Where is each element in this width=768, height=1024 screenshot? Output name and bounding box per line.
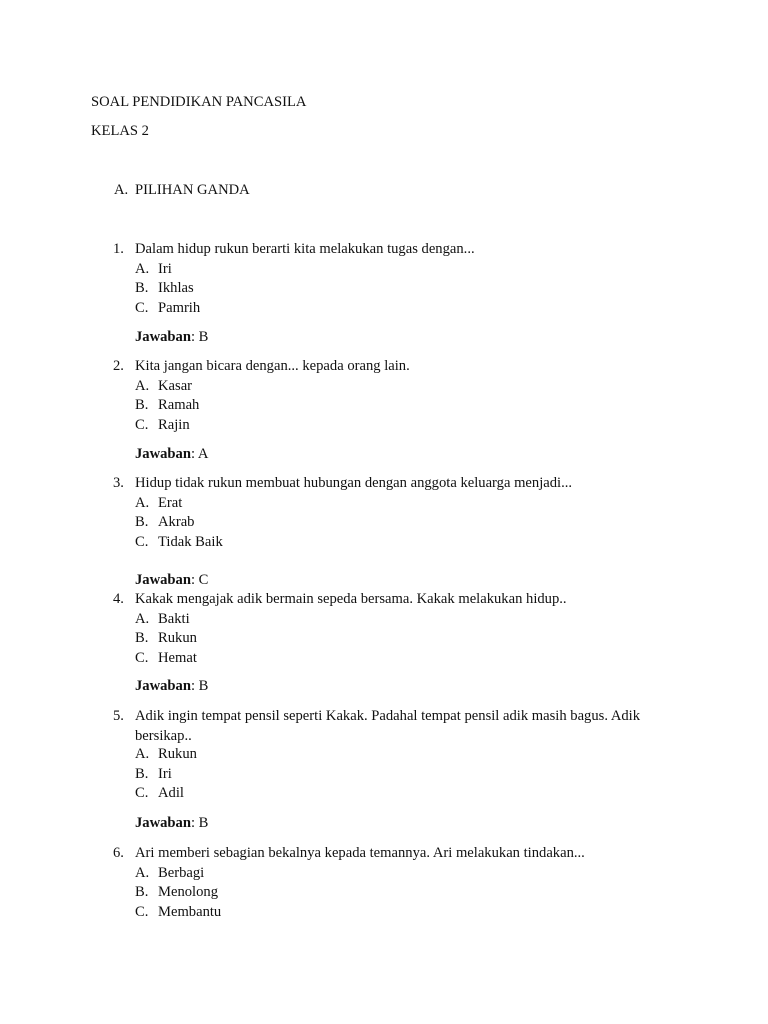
- question-text: Dalam hidup rukun berarti kita melakukan tugas dengan...: [135, 241, 475, 257]
- option-letter: B.: [135, 630, 149, 646]
- option-letter: A.: [135, 864, 150, 881]
- option-letter: A.: [135, 260, 150, 277]
- answer-value: : C: [190, 572, 209, 588]
- answer-label: Jawaban: [135, 329, 191, 345]
- option-text: Iri: [158, 260, 172, 277]
- option-letter: A.: [135, 610, 150, 627]
- option-letter: C.: [135, 416, 149, 433]
- option-text: Rukun: [158, 630, 197, 646]
- answer-value: : B: [190, 678, 209, 694]
- answer-line: [135, 571, 208, 591]
- option-text: Membantu: [158, 903, 222, 920]
- section-letter: A.: [114, 182, 129, 198]
- section-title: PILIHAN GANDA: [135, 182, 250, 198]
- option-text: Adil: [158, 785, 184, 801]
- answer-value: : A: [190, 446, 209, 462]
- option-letter: C.: [135, 903, 149, 920]
- question-number: 5.: [113, 708, 124, 724]
- option-text: Bakti: [158, 610, 190, 627]
- option-text: Kasar: [158, 377, 193, 394]
- answer-line: [135, 677, 208, 697]
- option-letter: C.: [135, 649, 149, 666]
- option-text: Akrab: [158, 514, 195, 530]
- option-text: Ramah: [158, 397, 200, 413]
- answer-label: Jawaban: [135, 815, 191, 831]
- answer-line: [135, 445, 208, 465]
- answer-label: Jawaban: [135, 446, 191, 462]
- option-text: Menolong: [158, 884, 218, 900]
- option-text: Tidak Baik: [158, 533, 223, 550]
- option-text: Pamrih: [158, 299, 201, 316]
- option-letter: A.: [135, 746, 150, 762]
- class-label: KELAS 2: [91, 123, 149, 139]
- option-letter: A.: [135, 494, 150, 511]
- question-number: 4.: [113, 591, 124, 607]
- question-number: 3.: [113, 475, 124, 491]
- document-title: SOAL PENDIDIKAN PANCASILA: [91, 94, 307, 110]
- option-text: Hemat: [158, 649, 197, 666]
- answer-value: : B: [190, 329, 209, 345]
- option-letter: C.: [135, 533, 149, 550]
- option-text: Iri: [158, 765, 172, 782]
- option-letter: C.: [135, 785, 149, 801]
- option-text: Ikhlas: [158, 280, 194, 296]
- question-text: Adik ingin tempat pensil seperti Kakak. Padahal tempat pensil adik masih bagus. Adik bersikap..: [135, 708, 641, 744]
- question-number: 6.: [113, 845, 124, 861]
- question-text: Kakak mengajak adik bermain sepeda bersama. Kakak melakukan hidup..: [135, 591, 567, 607]
- option-text: Erat: [158, 494, 183, 511]
- question-number: 1.: [113, 241, 124, 257]
- question-text: Ari memberi sebagian bekalnya kepada temannya. Ari melakukan tindakan...: [135, 845, 585, 861]
- option-text: Rajin: [158, 416, 190, 433]
- option-text: Berbagi: [158, 864, 205, 881]
- answer-label: Jawaban: [135, 678, 191, 694]
- question-text: Kita jangan bicara dengan... kepada orang lain.: [135, 358, 410, 374]
- answer-value: : B: [190, 815, 209, 831]
- option-letter: B.: [135, 397, 149, 413]
- question-text: Hidup tidak rukun membuat hubungan dengan anggota keluarga menjadi...: [135, 475, 573, 491]
- option-letter: B.: [135, 765, 149, 782]
- answer-line: [135, 814, 208, 834]
- option-letter: A.: [135, 377, 150, 394]
- answer-line: [135, 328, 208, 348]
- question-number: 2.: [113, 358, 124, 374]
- answer-label: Jawaban: [135, 572, 191, 588]
- option-letter: B.: [135, 514, 149, 530]
- option-letter: C.: [135, 299, 149, 316]
- option-letter: B.: [135, 884, 149, 900]
- option-letter: B.: [135, 280, 149, 296]
- option-text: Rukun: [158, 746, 197, 762]
